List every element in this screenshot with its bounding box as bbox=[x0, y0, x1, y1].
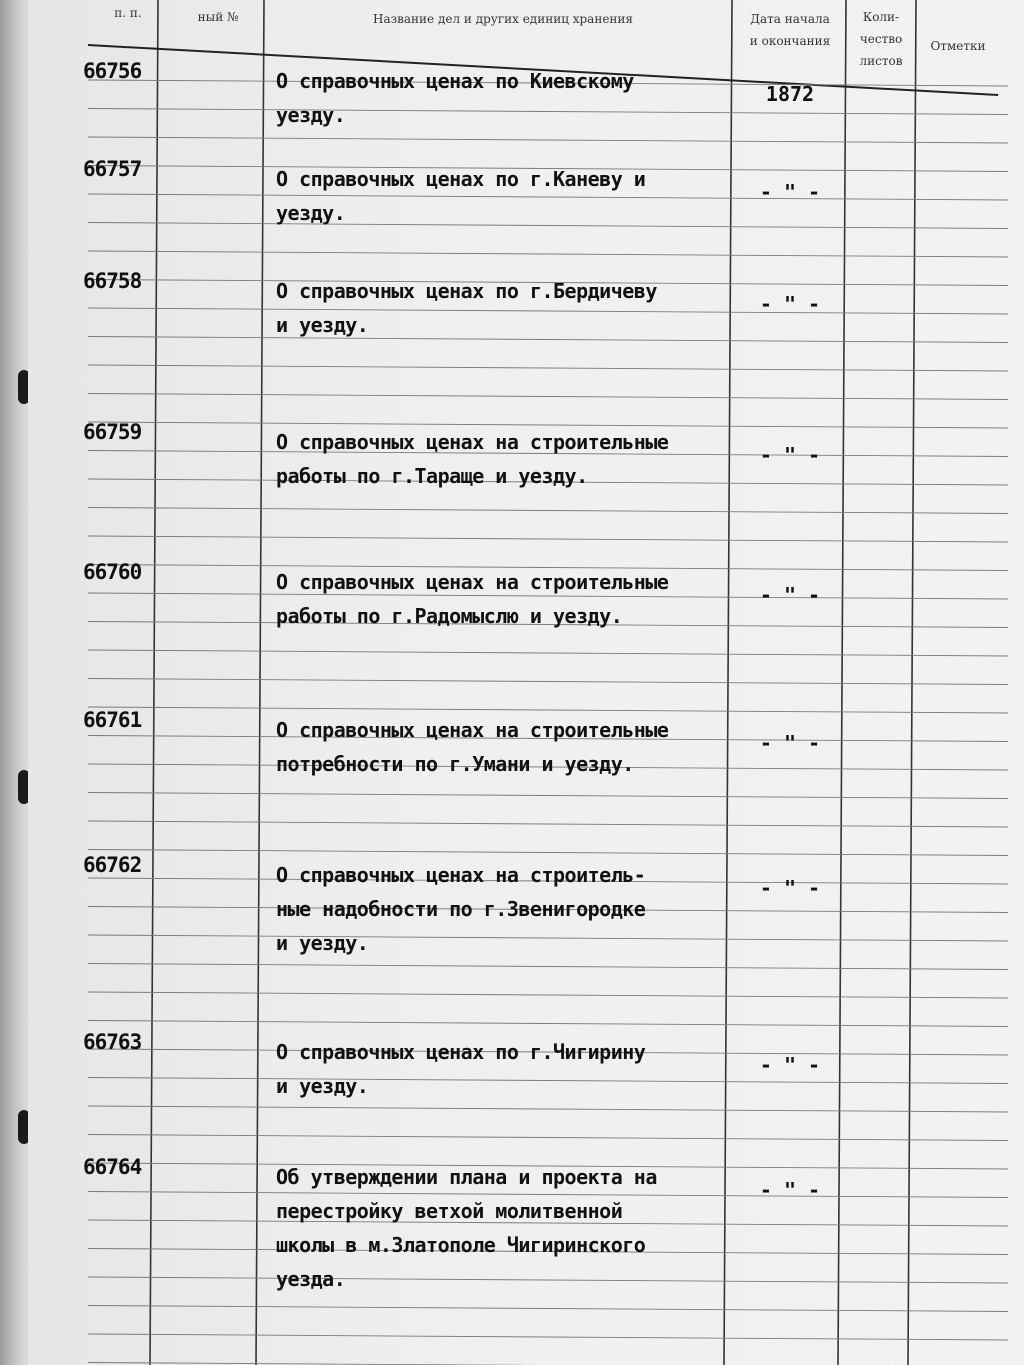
record-title bbox=[276, 274, 746, 342]
record-title-line: О справочных ценах по г.Каневу и bbox=[276, 167, 646, 191]
header-title: Название дел и других единиц хранения bbox=[372, 12, 633, 26]
header-inventory: ный № bbox=[197, 10, 239, 24]
record-date: - " - bbox=[759, 583, 821, 607]
record-number: 66757 bbox=[83, 157, 142, 181]
row-rule bbox=[88, 1135, 1008, 1141]
record-number: 66758 bbox=[83, 269, 142, 293]
column-rule bbox=[838, 0, 846, 1365]
row-rule bbox=[88, 536, 1008, 542]
record-date: - " - bbox=[759, 876, 821, 900]
header-sheets-line2: чество bbox=[859, 32, 903, 46]
record-title-line: и уезду. bbox=[276, 1074, 369, 1098]
row-rule bbox=[88, 365, 1008, 371]
record-date: - " - bbox=[759, 180, 821, 204]
row-rule bbox=[88, 650, 1008, 656]
record-number: 66763 bbox=[83, 1030, 142, 1054]
record-number: 66759 bbox=[83, 420, 142, 444]
row-rule bbox=[88, 137, 1008, 143]
record-title-line: О справочных ценах на строитель- bbox=[276, 863, 646, 887]
record-date: 1872 bbox=[765, 82, 815, 106]
header-sheets-line1: Коли- bbox=[862, 10, 900, 24]
record-title-line: уезду. bbox=[276, 103, 346, 127]
record-title-line: и уезду. bbox=[276, 931, 369, 955]
record-title-line: О справочных ценах на строительные bbox=[276, 430, 669, 454]
record-date: - " - bbox=[759, 443, 821, 467]
record-number: 66762 bbox=[83, 853, 142, 877]
record-title bbox=[276, 1035, 746, 1103]
header-pp: п. п. bbox=[114, 6, 142, 20]
record-title bbox=[276, 425, 746, 493]
record-title-line: уезда. bbox=[276, 1267, 346, 1291]
row-rule bbox=[88, 508, 1008, 514]
row-rule bbox=[88, 992, 1008, 998]
record-title-line: О справочных ценах по г.Чигирину bbox=[276, 1040, 646, 1064]
record-title-line: О справочных ценах по г.Бердичеву bbox=[276, 279, 657, 303]
record-date: - " - bbox=[759, 1053, 821, 1077]
row-rule bbox=[88, 1306, 1008, 1312]
row-rule bbox=[88, 850, 1008, 856]
record-title-line: О справочных ценах по Киевскому bbox=[276, 69, 634, 93]
record-number: 66756 bbox=[83, 59, 142, 83]
row-rule bbox=[88, 964, 1008, 970]
record-title bbox=[276, 162, 746, 230]
row-rule bbox=[88, 679, 1008, 685]
record-title-line: и уезду. bbox=[276, 313, 369, 337]
column-rule bbox=[256, 0, 264, 1365]
header-sheets-line3: листов bbox=[859, 54, 903, 68]
record-title-line: уезду. bbox=[276, 201, 346, 225]
record-title bbox=[276, 713, 746, 781]
record-title bbox=[276, 858, 746, 960]
row-rule bbox=[88, 793, 1008, 799]
record-date: - " - bbox=[759, 292, 821, 316]
column-rule bbox=[908, 0, 916, 1365]
record-title-line: школы в м.Златополе Чигиринского bbox=[276, 1233, 646, 1257]
record-title-line: потребности по г.Умани и уезду. bbox=[276, 752, 634, 776]
row-rule bbox=[88, 251, 1008, 257]
header-dates-line2: и окончания bbox=[749, 34, 831, 48]
record-title-line: перестройку ветхой молитвенной bbox=[276, 1199, 623, 1223]
record-date: - " - bbox=[759, 1178, 821, 1202]
record-title bbox=[276, 1160, 746, 1296]
row-rule bbox=[88, 394, 1008, 400]
record-number: 66764 bbox=[83, 1155, 142, 1179]
row-rule bbox=[88, 821, 1008, 827]
record-title-line: работы по г.Радомыслю и уезду. bbox=[276, 604, 623, 628]
record-title-line: О справочных ценах на строительные bbox=[276, 718, 669, 742]
record-number: 66761 bbox=[83, 708, 142, 732]
header-sheets bbox=[846, 6, 916, 72]
row-rule bbox=[88, 1021, 1008, 1027]
record-title-line: Об утверждении плана и проекта на bbox=[276, 1165, 657, 1189]
header-dates-line1: Дата начала bbox=[750, 12, 830, 26]
row-rule bbox=[88, 1334, 1008, 1340]
record-number: 66760 bbox=[83, 560, 142, 584]
record-date: - " - bbox=[759, 731, 821, 755]
record-title-line: работы по г.Таращe и уезду. bbox=[276, 464, 588, 488]
header-dates bbox=[740, 8, 840, 52]
record-title bbox=[276, 64, 746, 132]
record-title bbox=[276, 565, 746, 633]
binder-edge bbox=[0, 0, 28, 1365]
header-notes: Отметки bbox=[930, 39, 986, 53]
ledger-page bbox=[28, 0, 1024, 1365]
record-title-line: О справочных ценах на строительные bbox=[276, 570, 669, 594]
record-title-line: ные надобности по г.Звенигородке bbox=[276, 897, 646, 921]
row-rule bbox=[88, 1106, 1008, 1112]
